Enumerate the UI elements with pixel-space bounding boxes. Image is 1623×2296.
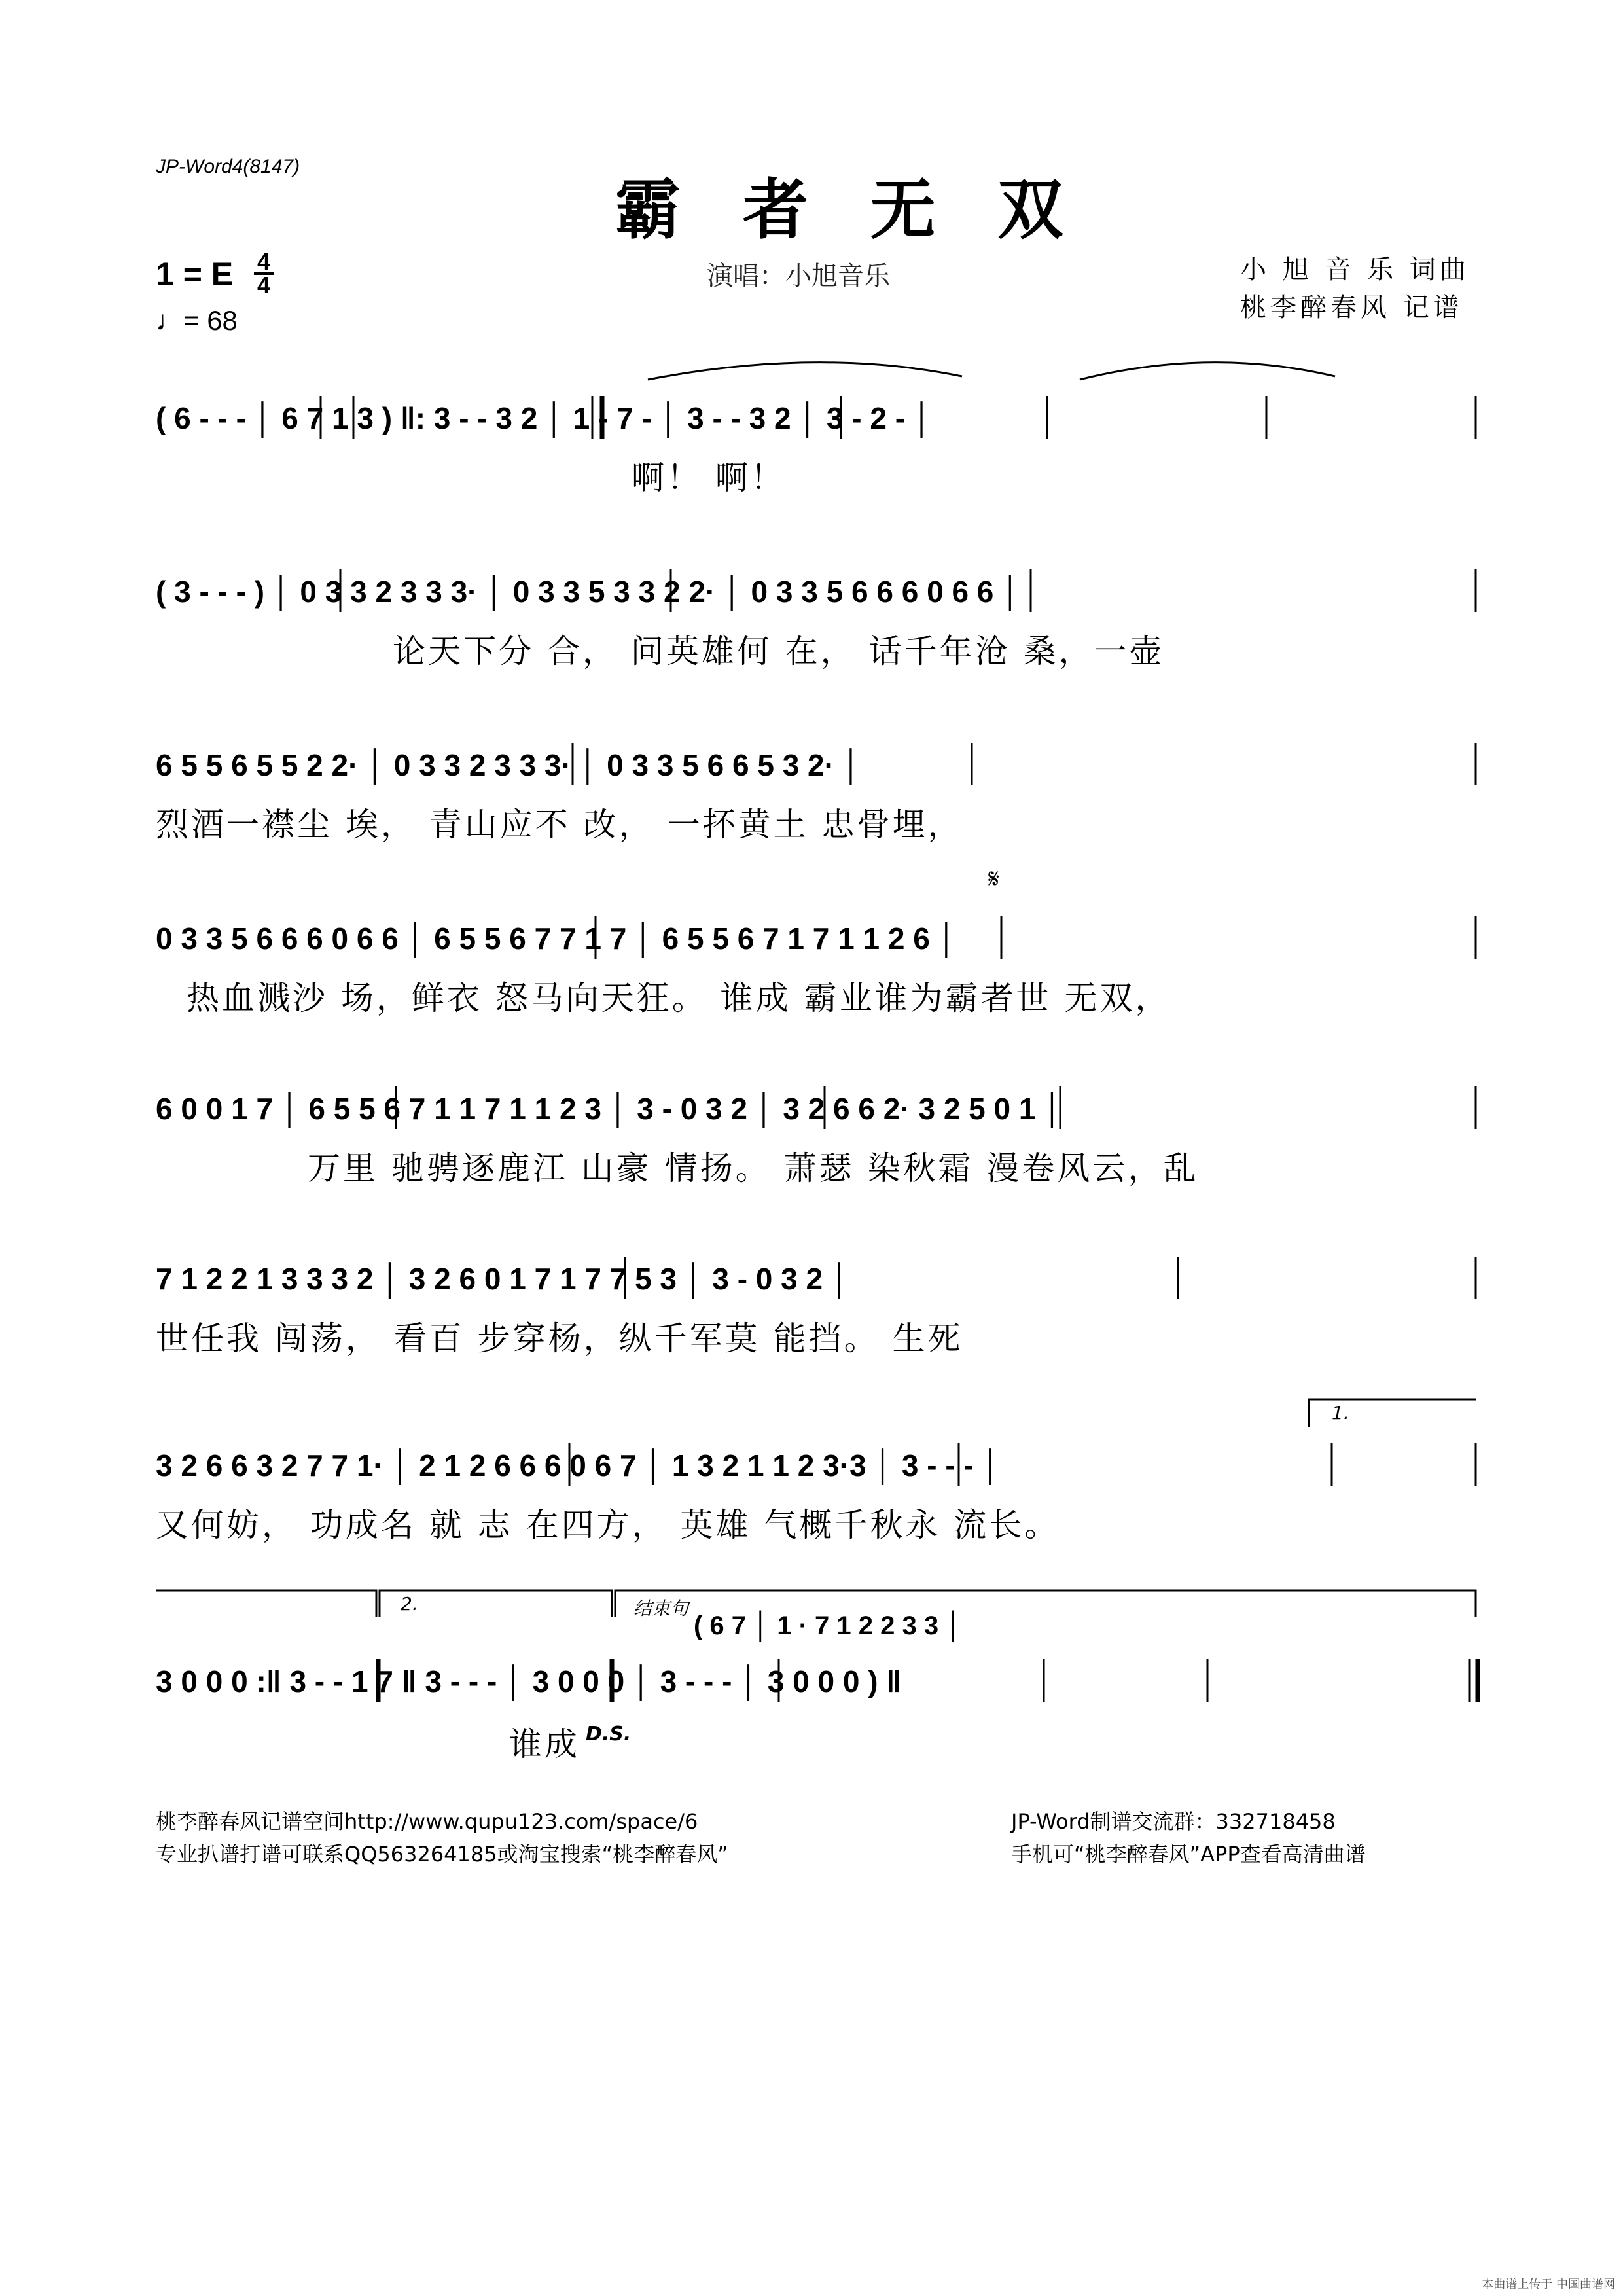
quarter-note-icon: ♩: [156, 305, 183, 336]
lyric-line-8: 谁成: [509, 1725, 580, 1763]
volta-1-label: 1.: [1332, 1402, 1349, 1424]
software-label: JP-Word4(8147): [156, 156, 300, 177]
lyric-line-5: 万里 驰骋逐鹿江 山豪 情扬。 萧瑟 染秋霜 漫卷风云，乱: [308, 1149, 1199, 1187]
lyricist-composer-credit: 小 旭 音 乐 词曲: [1240, 255, 1470, 285]
singer-credit: 演唱：小旭音乐: [707, 261, 890, 291]
notation-line-4: 0 3 3 5 6 6 6 0 6 6 │ 6 5 5 6 7 7 1 7 │ 6 5 5 6 7 1 7 1 1 2 6 │: [156, 922, 957, 956]
footer-right-2: 手机可“桃李醉春风”APP查看高清曲谱: [1011, 1842, 1366, 1867]
notation-line-2: ( 3 - - - ) │ 0 3 3 2 3 3 3· │ 0 3 3 5 3 3 2 2· │ 0 3 3 5 6 6 6 0 6 6 │: [156, 575, 1021, 609]
lyric-line-6: 世任我 闯荡， 看百 步穿杨，纵千军莫 能挡。 生死: [156, 1319, 963, 1357]
lyric-line-7: 又何妨， 功成名 就 志 在四方， 英雄 气概千秋永 流长。: [156, 1506, 1060, 1544]
key-signature: 1 = E: [156, 256, 234, 293]
coda-label: 结束句: [633, 1598, 689, 1619]
volta-2-label: 2.: [401, 1593, 418, 1615]
time-sig-top: 4: [257, 248, 271, 275]
footer-left-2: 专业扒谱打谱可联系QQ563264185或淘宝搜索“桃李醉春风”: [156, 1842, 728, 1867]
coda-notes: ( 6 7 │ 1 · 7 1 2 2 3 3 │: [694, 1611, 963, 1640]
site-watermark: 本曲谱上传于 中国曲谱网: [1482, 2278, 1615, 2291]
lyric-line-3: 烈酒一襟尘 埃， 青山应不 改， 一抔黄土 忠骨埋，: [156, 806, 963, 844]
notation-line-3: 6 5 5 6 5 5 2 2· │ 0 3 3 2 3 3 3· │ 0 3 3 5 6 6 5 3 2· │: [156, 748, 862, 782]
lyric-line-1: 啊！ 啊！: [632, 459, 786, 497]
time-sig-bottom: 4: [257, 272, 271, 298]
lyric-line-2: 论天下分 合， 问英雄何 在， 话千年沧 桑，一壶: [393, 632, 1165, 670]
notation-line-7: 3 2 6 6 3 2 7 7 1· │ 2 1 2 6 6 6 0 6 7 │ 1 3 2 1 1 2 3·3 │ 3 - - - │: [156, 1448, 1001, 1482]
song-title: 霸 者 无 双: [615, 171, 1083, 248]
footer-left-1: 桃李醉春风记谱空间http://www.qupu123.com/space/6: [156, 1809, 698, 1834]
notation-line-8: 3 0 0 0 :‖ 3 - - 1 7 ‖ 3 - - - │ 3 0 0 0 │ 3 - - - │ 3 0 0 0 ) ‖: [156, 1664, 902, 1698]
notation-line-1: ( 6 - - - │ 6 7 1 3 ) ‖: 3 - - 3 2 │ 1 - 7 - │ 3 - - 3 2 │ 3 - 2 - │: [156, 401, 933, 435]
lyric-line-4: 热血溅沙 场，鲜衣 怒马向天狂。 谁成 霸业谁为霸者世 无双，: [187, 979, 1171, 1017]
transcriber-credit: 桃李醉春风 记谱: [1240, 293, 1463, 323]
tempo-value: = 68: [183, 305, 238, 336]
notation-line-6: 7 1 2 2 1 3 3 3 2 │ 3 2 6 0 1 7 1 7 7 5 3 │ 3 - 0 3 2 │: [156, 1262, 850, 1296]
ds-marking: D.S.: [586, 1723, 632, 1746]
footer-right-1: JP-Word制谱交流群：332718458: [1011, 1809, 1336, 1834]
segno-icon: 𝄋: [988, 864, 1000, 894]
notation-line-5: 6 0 0 1 7 │ 6 5 5 6 7 1 1 7 1 1 2 3 │ 3 - 0 3 2 │ 3 2 6 6 2· 3 2 5 0 1 │: [156, 1092, 1063, 1126]
